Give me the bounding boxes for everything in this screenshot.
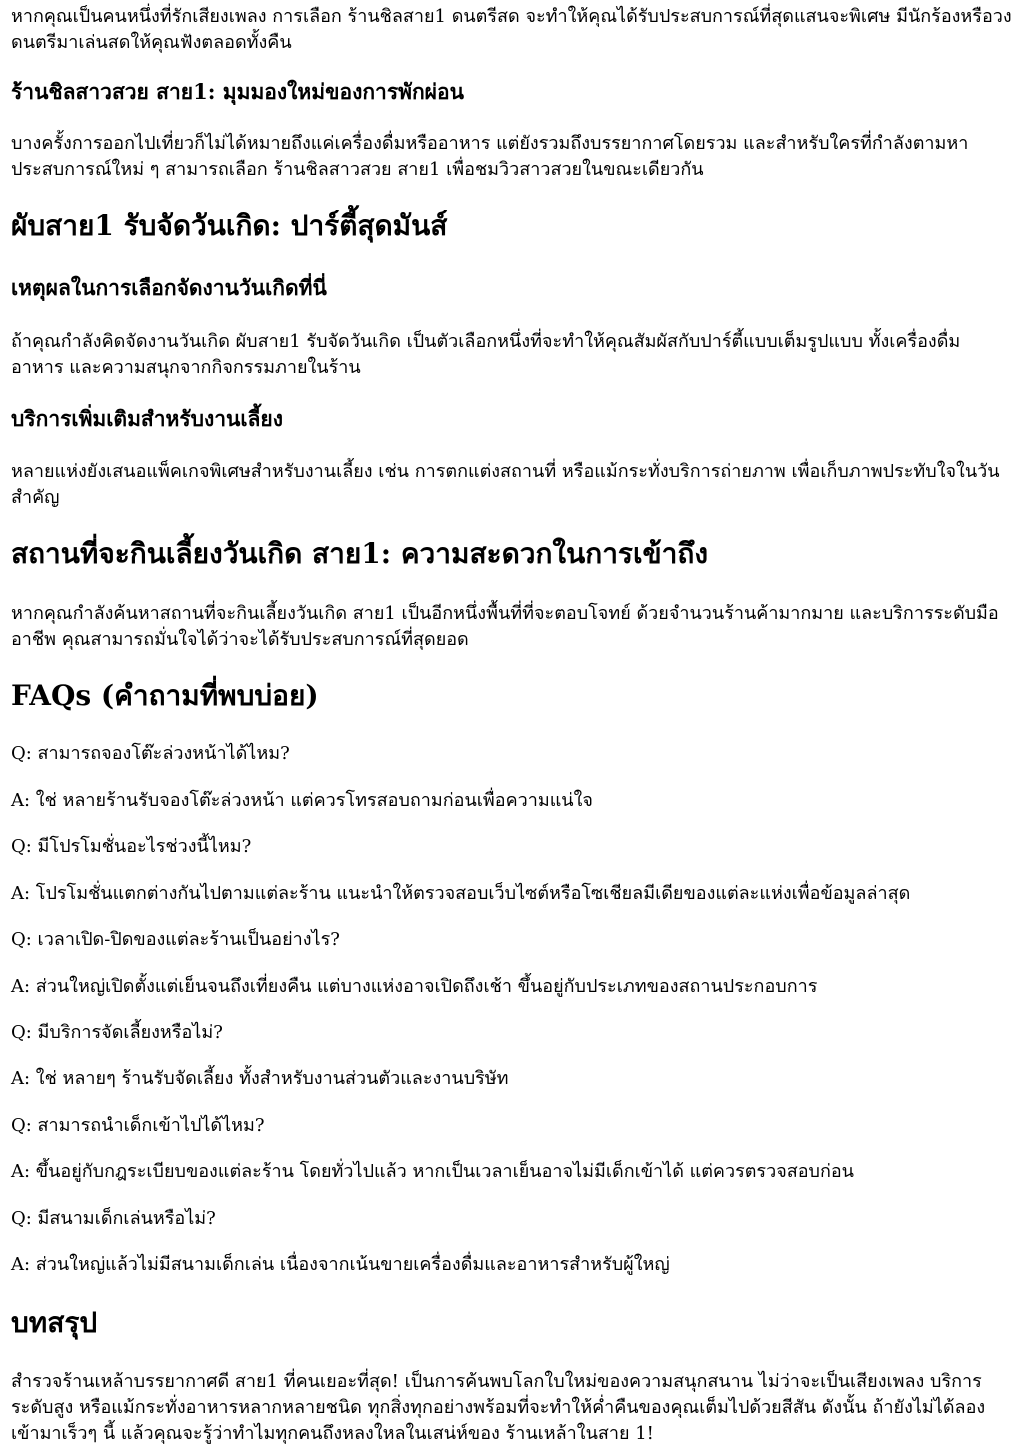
faq-answer: A: โปรโมชั่นแตกต่างกันไปตามแต่ละร้าน แนะนำให้ตรวจสอบเว็บไซต์หรือโซเชียลมีเดียของแต่ละแห่งเพื่อข้อมูลล่าสุด	[11, 883, 911, 904]
party-services-body: หลายแห่งยังเสนอแพ็คเกจพิเศษสำหรับงานเลี้ยง เช่น การตกแต่งสถานที่ หรือแม้กระทั่งบริการถ่ายภาพ เพื่อเก็บภาพประทับใจในวันสำคัญ	[11, 461, 1000, 508]
faq-answer: A: ใช่ หลายร้านรับจองโต๊ะล่วงหน้า แต่ควรโทรสอบถามก่อนเพื่อความแน่ใจ	[11, 790, 593, 811]
faq-heading: FAQs (คำถามที่พบบ่อย)	[11, 679, 319, 712]
faq-question: Q: มีโปรโมชั่นอะไรช่วงนี้ไหม?	[11, 836, 252, 857]
section-girls-heading: ร้านชิลสาวสวย สาย1: มุมมองใหม่ของการพักผ่อน	[11, 79, 464, 104]
faq-question: Q: มีบริการจัดเลี้ยงหรือไม่?	[11, 1022, 223, 1043]
faq-question: Q: มีสนามเด็กเล่นหรือไม่?	[11, 1208, 216, 1229]
party-services-heading: บริการเพิ่มเติมสำหรับงานเลี้ยง	[11, 406, 283, 431]
conclusion-heading: บทสรุป	[11, 1306, 98, 1339]
birthday-reasons-body: ถ้าคุณกำลังคิดจัดงานวันเกิด ผับสาย1 รับจัดวันเกิด เป็นตัวเลือกหนึ่งที่จะทำให้คุณสัมผัสกับปาร์ตี้แบบเต็มรูปแบบ ทั้งเครื่องดื่ม อาหาร และความสนุกจากกิจกรรมภายในร้าน	[11, 331, 961, 378]
section-girls-body: บางครั้งการออกไปเที่ยวก็ไม่ได้หมายถึงแค่เครื่องดื่มหรืออาหาร แต่ยังรวมถึงบรรยากาศโดยรวม และสำหรับใครที่กำลังตามหาประสบการณ์ใหม่ ๆ สามารถเลือก ร้านชิลสาวสวย สาย1 เพื่อชมวิวสาวสวยในขณะเดียวกัน	[11, 133, 969, 180]
faq-answer: A: ส่วนใหญ่แล้วไม่มีสนามเด็กเล่น เนื่องจากเน้นขายเครื่องดื่มและอาหารสำหรับผู้ใหญ่	[11, 1254, 670, 1275]
intro-paragraph: หากคุณเป็นคนหนึ่งที่รักเสียงเพลง การเลือก ร้านชิลสาย1 ดนตรีสด จะทำให้คุณได้รับประสบการณ์ที่สุดแสนจะพิเศษ มีนักร้องหรือวงดนตรีมาเล่นสดให้คุณฟังตลอดทั้งคืน	[11, 6, 1012, 53]
section-venue-heading: สถานที่จะกินเลี้ยงวันเกิด สาย1: ความสะดวกในการเข้าถึง	[11, 537, 709, 570]
section-venue-body: หากคุณกำลังค้นหาสถานที่จะกินเลี้ยงวันเกิด สาย1 เป็นอีกหนึ่งพื้นที่ที่จะตอบโจทย์ ด้วยจำนวนร้านค้ามากมาย และบริการระดับมืออาชีพ คุณสามารถมั่นใจได้ว่าจะได้รับประสบการณ์ที่สุดยอด	[11, 603, 999, 650]
faq-question: Q: สามารถนำเด็กเข้าไปได้ไหม?	[11, 1115, 265, 1136]
birthday-reasons-heading: เหตุผลในการเลือกจัดงานวันเกิดที่นี่	[11, 275, 327, 300]
faq-question: Q: สามารถจองโต๊ะล่วงหน้าได้ไหม?	[11, 743, 290, 764]
faq-answer: A: ส่วนใหญ่เปิดตั้งแต่เย็นจนถึงเที่ยงคืน แต่บางแห่งอาจเปิดถึงเช้า ขึ้นอยู่กับประเภทของสถานประกอบการ	[11, 976, 818, 997]
faq-answer: A: ขึ้นอยู่กับกฎระเบียบของแต่ละร้าน โดยทั่วไปแล้ว หากเป็นเวลาเย็นอาจไม่มีเด็กเข้าได้ แต่ควรตรวจสอบก่อน	[11, 1161, 854, 1182]
faq-question: Q: เวลาเปิด-ปิดของแต่ละร้านเป็นอย่างไร?	[11, 929, 340, 950]
conclusion-body: สำรวจร้านเหล้าบรรยากาศดี สาย1 ที่คนเยอะที่สุด! เป็นการค้นพบโลกใบใหม่ของความสนุกสนาน ไม่ว่าจะเป็นเสียงเพลง บริการระดับสูง หรือแม้กระทั่งอาหารหลากหลายชนิด ทุกสิ่งทุกอย่างพร้อมที่จะทำให้ค่ำคืนของคุณเต็มไปด้วยสีสัน ดังนั้น ถ้ายังไม่ได้ลอง เข้ามาเร็วๆ นี้ แล้วคุณจะรู้ว่าทำไมทุกคนถึงหลงใหลในเสน่ห์ของ ร้านเหล้าในสาย 1!	[11, 1371, 986, 1444]
faq-answer: A: ใช่ หลายๆ ร้านรับจัดเลี้ยง ทั้งสำหรับงานส่วนตัวและงานบริษัท	[11, 1068, 509, 1089]
section-birthday-heading: ผับสาย1 รับจัดวันเกิด: ปาร์ตี้สุดมันส์	[11, 209, 448, 242]
